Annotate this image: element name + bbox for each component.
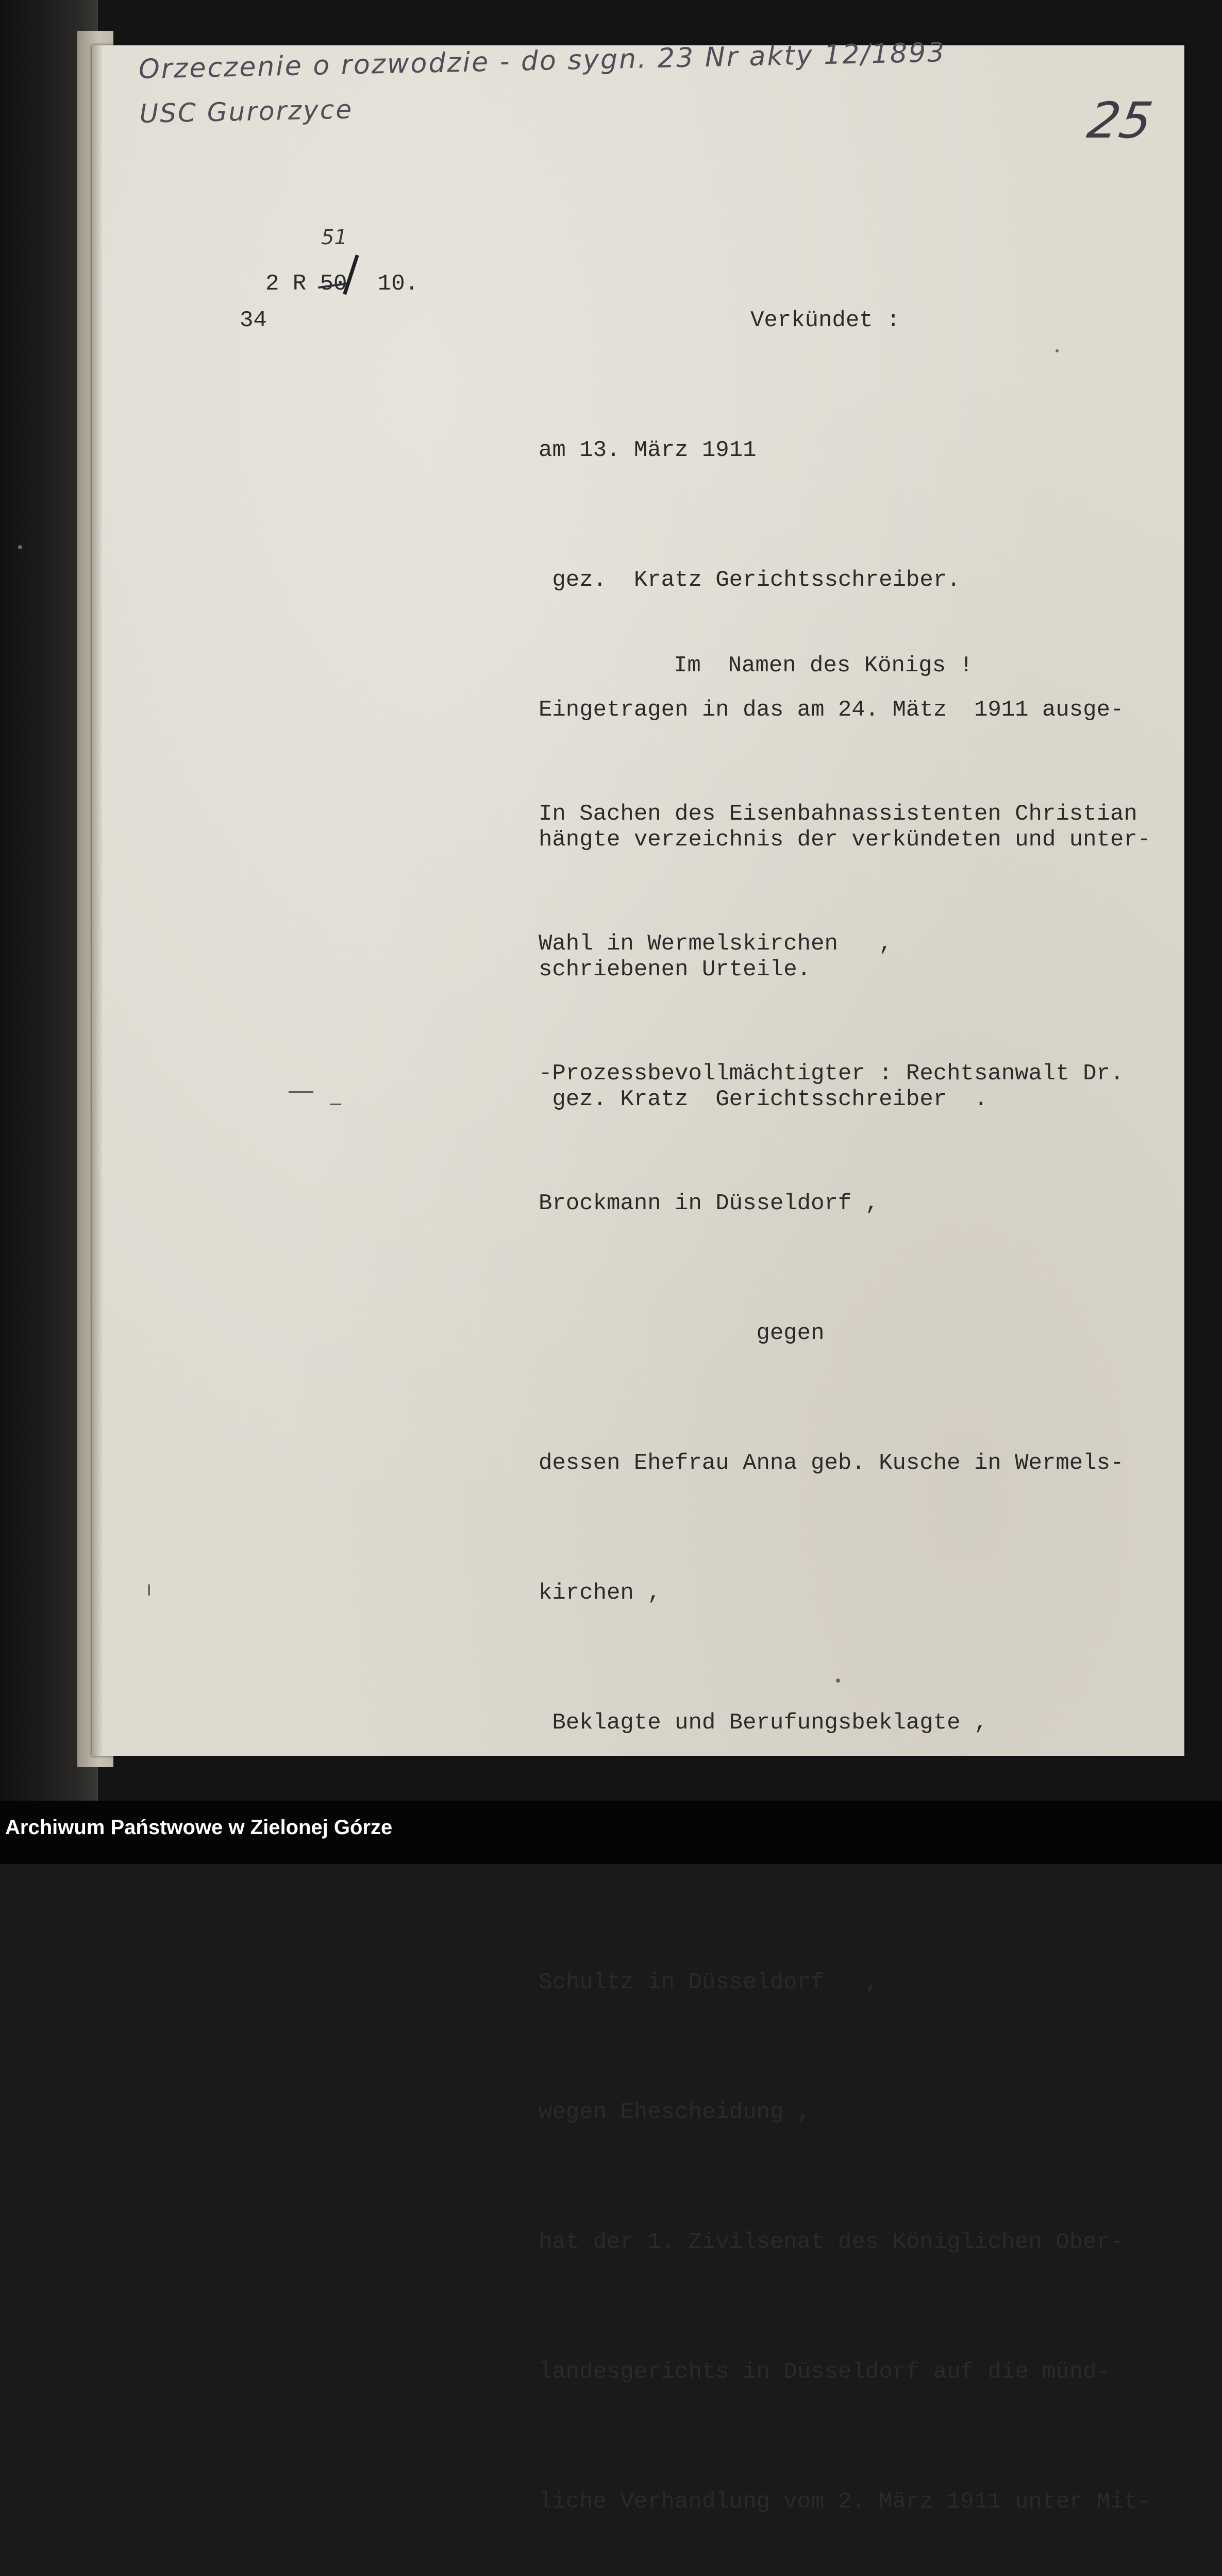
scan-speck: [18, 545, 22, 549]
proclamation-line: schriebenen Urteile.: [539, 957, 811, 982]
body-line: gegen: [539, 1320, 825, 1346]
case-ref-correction: 51: [321, 226, 347, 249]
handwritten-note-line-1: Orzeczenie o rozwodzie - do sygn. 23 Nr akty 12/1893: [138, 37, 946, 85]
judgment-heading: Im Namen des Königs !: [674, 653, 973, 679]
body-line: liche Verhandlung vom 2. März 1911 unter Mit-: [539, 2489, 1151, 2515]
case-ref-struck-number: 50: [320, 271, 347, 297]
archive-footer-bar: [0, 1801, 1222, 1864]
handwritten-archive-note: [138, 30, 947, 136]
body-line: Beklagte und Berufungsbeklagte ,: [539, 1710, 988, 1736]
margin-pencil-mark: [289, 1091, 313, 1093]
paper-speck: [836, 1679, 840, 1683]
body-line: Wahl in Wermelskirchen ,: [539, 931, 893, 957]
archive-name: Archiwum Państwowe w Zielonej Górze: [5, 1816, 393, 1839]
page-shadow-edge: [92, 45, 103, 1756]
body-line: wegen Ehescheidung ,: [539, 2099, 811, 2125]
paper-speck: [1056, 349, 1059, 352]
body-line: Brockmann in Düsseldorf ,: [539, 1191, 879, 1216]
proclamation-line: gez. Kratz Gerichtsschreiber.: [539, 567, 961, 593]
judgment-body: [539, 706, 1151, 2576]
proclamation-line: gez. Kratz Gerichtsschreiber .: [539, 1087, 988, 1112]
folio-number: 25: [1083, 92, 1157, 149]
proclamation-line: am 13. März 1911: [539, 437, 757, 463]
proclamation-line: hängte verzeichnis der verkündeten und unter-: [539, 827, 1151, 853]
body-line: dessen Ehefrau Anna geb. Kusche in Wermels-: [539, 1450, 1124, 1476]
body-line: In Sachen des Eisenbahnassistenten Christian: [539, 801, 1137, 827]
body-line: kirchen ,: [539, 1580, 661, 1606]
body-line: Schultz in Düsseldorf ,: [539, 1970, 879, 1995]
margin-pencil-mark: [330, 1104, 341, 1105]
case-reference: [265, 226, 419, 297]
proclamation-line: Eingetragen in das am 24. Mätz 1911 ausge-: [539, 697, 1124, 723]
body-line: -Prozessbevollmächtigter : Rechtsanwalt Dr.: [539, 1061, 1124, 1087]
case-ref-suffix: 10.: [377, 271, 419, 297]
body-line: hat der 1. Zivilsenat des Königlichen Ober-: [539, 2229, 1124, 2255]
case-ref-prefix: 2 R: [265, 271, 307, 297]
verkuendet-label: Verkündet :: [750, 308, 900, 333]
paper-speck: [148, 1584, 150, 1596]
body-line: landesgerichts in Düsseldorf auf die münd-: [539, 2359, 1110, 2385]
handwritten-note-line-2: USC Gurorzyce: [139, 94, 354, 129]
margin-number: 34: [240, 308, 267, 333]
